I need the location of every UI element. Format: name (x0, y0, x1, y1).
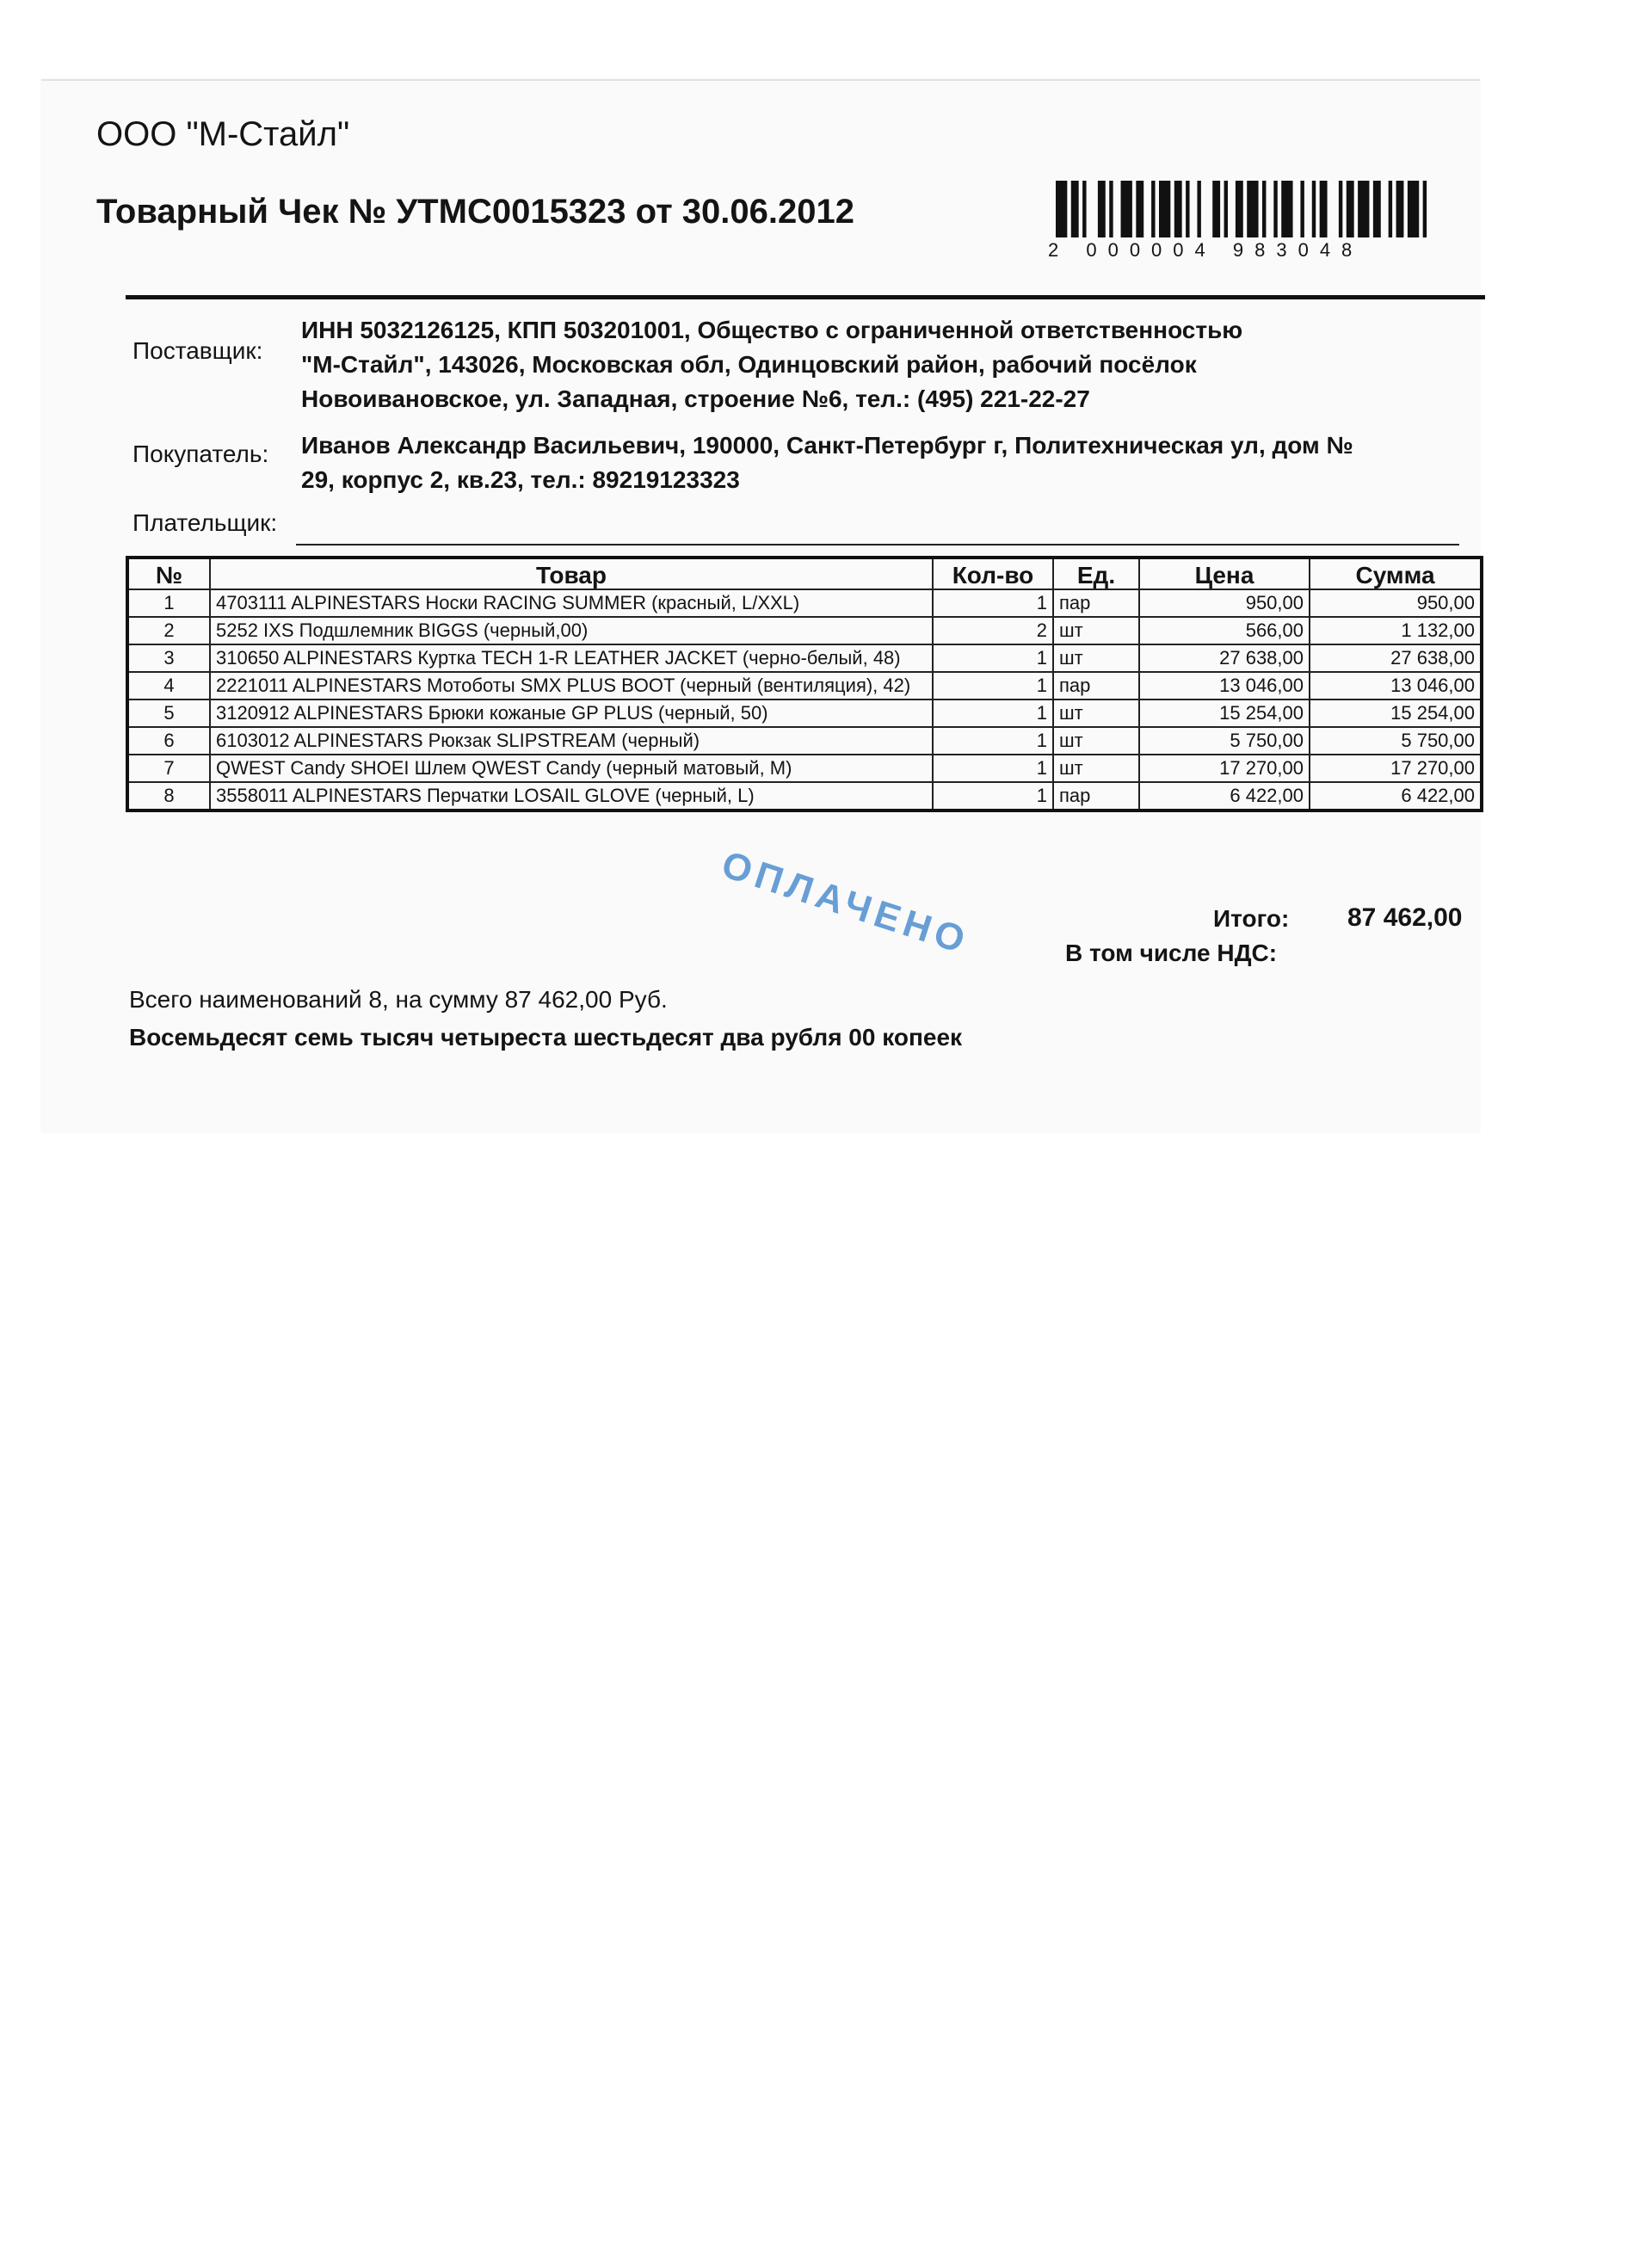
cell-qty: 1 (933, 755, 1053, 782)
cell-unit: шт (1053, 644, 1139, 672)
col-header-sum: Сумма (1310, 558, 1482, 589)
cell-unit: шт (1053, 755, 1139, 782)
cell-unit: шт (1053, 727, 1139, 755)
cell-item: QWEST Candy SHOEI Шлем QWEST Candy (черный матовый, M) (210, 755, 933, 782)
cell-num: 1 (127, 589, 210, 617)
cell-item: 4703111 ALPINESTARS Носки RACING SUMMER (красный, L/XXL) (210, 589, 933, 617)
col-header-qty: Кол-во (933, 558, 1053, 589)
total-value: 87 462,00 (1347, 903, 1463, 932)
cell-qty: 1 (933, 727, 1053, 755)
cell-sum: 950,00 (1310, 589, 1482, 617)
cell-item: 310650 ALPINESTARS Куртка TECH 1-R LEATHER JACKET (черно-белый, 48) (210, 644, 933, 672)
cell-num: 8 (127, 782, 210, 810)
cell-item: 6103012 ALPINESTARS Рюкзак SLIPSTREAM (черный) (210, 727, 933, 755)
cell-qty: 1 (933, 782, 1053, 810)
cell-item: 2221011 ALPINESTARS Мотоботы SMX PLUS BOOT (черный (вентиляция), 42) (210, 672, 933, 700)
cell-price: 5 750,00 (1139, 727, 1310, 755)
table-row (127, 589, 1482, 617)
table-row (127, 727, 1482, 755)
cell-unit: шт (1053, 617, 1139, 644)
amount-in-words: Восемьдесят семь тысяч четыреста шестьдесят два рубля 00 копеек (129, 1024, 963, 1051)
table-header-row (127, 558, 1482, 589)
cell-price: 27 638,00 (1139, 644, 1310, 672)
cell-sum: 1 132,00 (1310, 617, 1482, 644)
cell-price: 15 254,00 (1139, 700, 1310, 727)
cell-qty: 1 (933, 672, 1053, 700)
cell-num: 3 (127, 644, 210, 672)
supplier-line: Новоивановское, ул. Западная, строение №6, тел.: (495) 221-22-27 (301, 385, 1090, 412)
supplier-line: "М-Стайл", 143026, Московская обл, Одинцовский район, рабочий посёлок (301, 351, 1197, 378)
buyer-line: Иванов Александр Васильевич, 190000, Санкт-Петербург г, Политехническая ул, дом № (301, 432, 1353, 459)
table-row (127, 782, 1482, 810)
supplier-label: Поставщик: (133, 337, 263, 364)
cell-qty: 1 (933, 700, 1053, 727)
cell-num: 5 (127, 700, 210, 727)
table-row (127, 755, 1482, 782)
cell-item: 3120912 ALPINESTARS Брюки кожаные GP PLUS (черный, 50) (210, 700, 933, 727)
cell-sum: 6 422,00 (1310, 782, 1482, 810)
cell-qty: 2 (933, 617, 1053, 644)
cell-unit: пар (1053, 782, 1139, 810)
table-row (127, 617, 1482, 644)
cell-qty: 1 (933, 589, 1053, 617)
cell-price: 17 270,00 (1139, 755, 1310, 782)
cell-item: 3558011 ALPINESTARS Перчатки LOSAIL GLOVE (черный, L) (210, 782, 933, 810)
barcode-digits: 2 000004 983048 (1048, 239, 1364, 261)
cell-price: 6 422,00 (1139, 782, 1310, 810)
table-row (127, 672, 1482, 700)
paid-stamp: ОПЛАЧЕНО (716, 843, 975, 964)
table-row (127, 644, 1482, 672)
cell-sum: 15 254,00 (1310, 700, 1482, 727)
buyer-line: 29, корпус 2, кв.23, тел.: 89219123323 (301, 466, 740, 493)
cell-sum: 13 046,00 (1310, 672, 1482, 700)
cell-qty: 1 (933, 644, 1053, 672)
table-row (127, 700, 1482, 727)
cell-sum: 5 750,00 (1310, 727, 1482, 755)
cell-num: 7 (127, 755, 210, 782)
cell-unit: пар (1053, 672, 1139, 700)
supplier-line: ИНН 5032126125, КПП 503201001, Общество с ограниченной ответственностью (301, 317, 1243, 343)
payer-blank-line (296, 544, 1459, 545)
col-header-price: Цена (1139, 558, 1310, 589)
cell-price: 566,00 (1139, 617, 1310, 644)
buyer-details (301, 428, 1353, 497)
cell-price: 950,00 (1139, 589, 1310, 617)
cell-unit: пар (1053, 589, 1139, 617)
cell-sum: 17 270,00 (1310, 755, 1482, 782)
cell-num: 6 (127, 727, 210, 755)
company-name: ООО "М-Стайл" (96, 115, 350, 153)
header-divider (126, 295, 1485, 299)
supplier-details (301, 313, 1242, 416)
col-header-unit: Ед. (1053, 558, 1139, 589)
col-header-item: Товар (210, 558, 933, 589)
cell-num: 2 (127, 617, 210, 644)
buyer-label: Покупатель: (133, 441, 269, 467)
cell-sum: 27 638,00 (1310, 644, 1482, 672)
vat-label: В том числе НДС: (1065, 940, 1278, 966)
cell-unit: шт (1053, 700, 1139, 727)
cell-item: 5252 IXS Подшлемник BIGGS (черный,00) (210, 617, 933, 644)
document-title: Товарный Чек № УТМС0015323 от 30.06.2012 (96, 193, 854, 231)
payer-label: Плательщик: (133, 509, 278, 536)
cell-num: 4 (127, 672, 210, 700)
col-header-num: № (127, 558, 210, 589)
total-label: Итого: (1213, 905, 1290, 932)
items-summary: Всего наименований 8, на сумму 87 462,00 Руб. (129, 986, 668, 1013)
cell-price: 13 046,00 (1139, 672, 1310, 700)
goods-table (126, 556, 1483, 812)
